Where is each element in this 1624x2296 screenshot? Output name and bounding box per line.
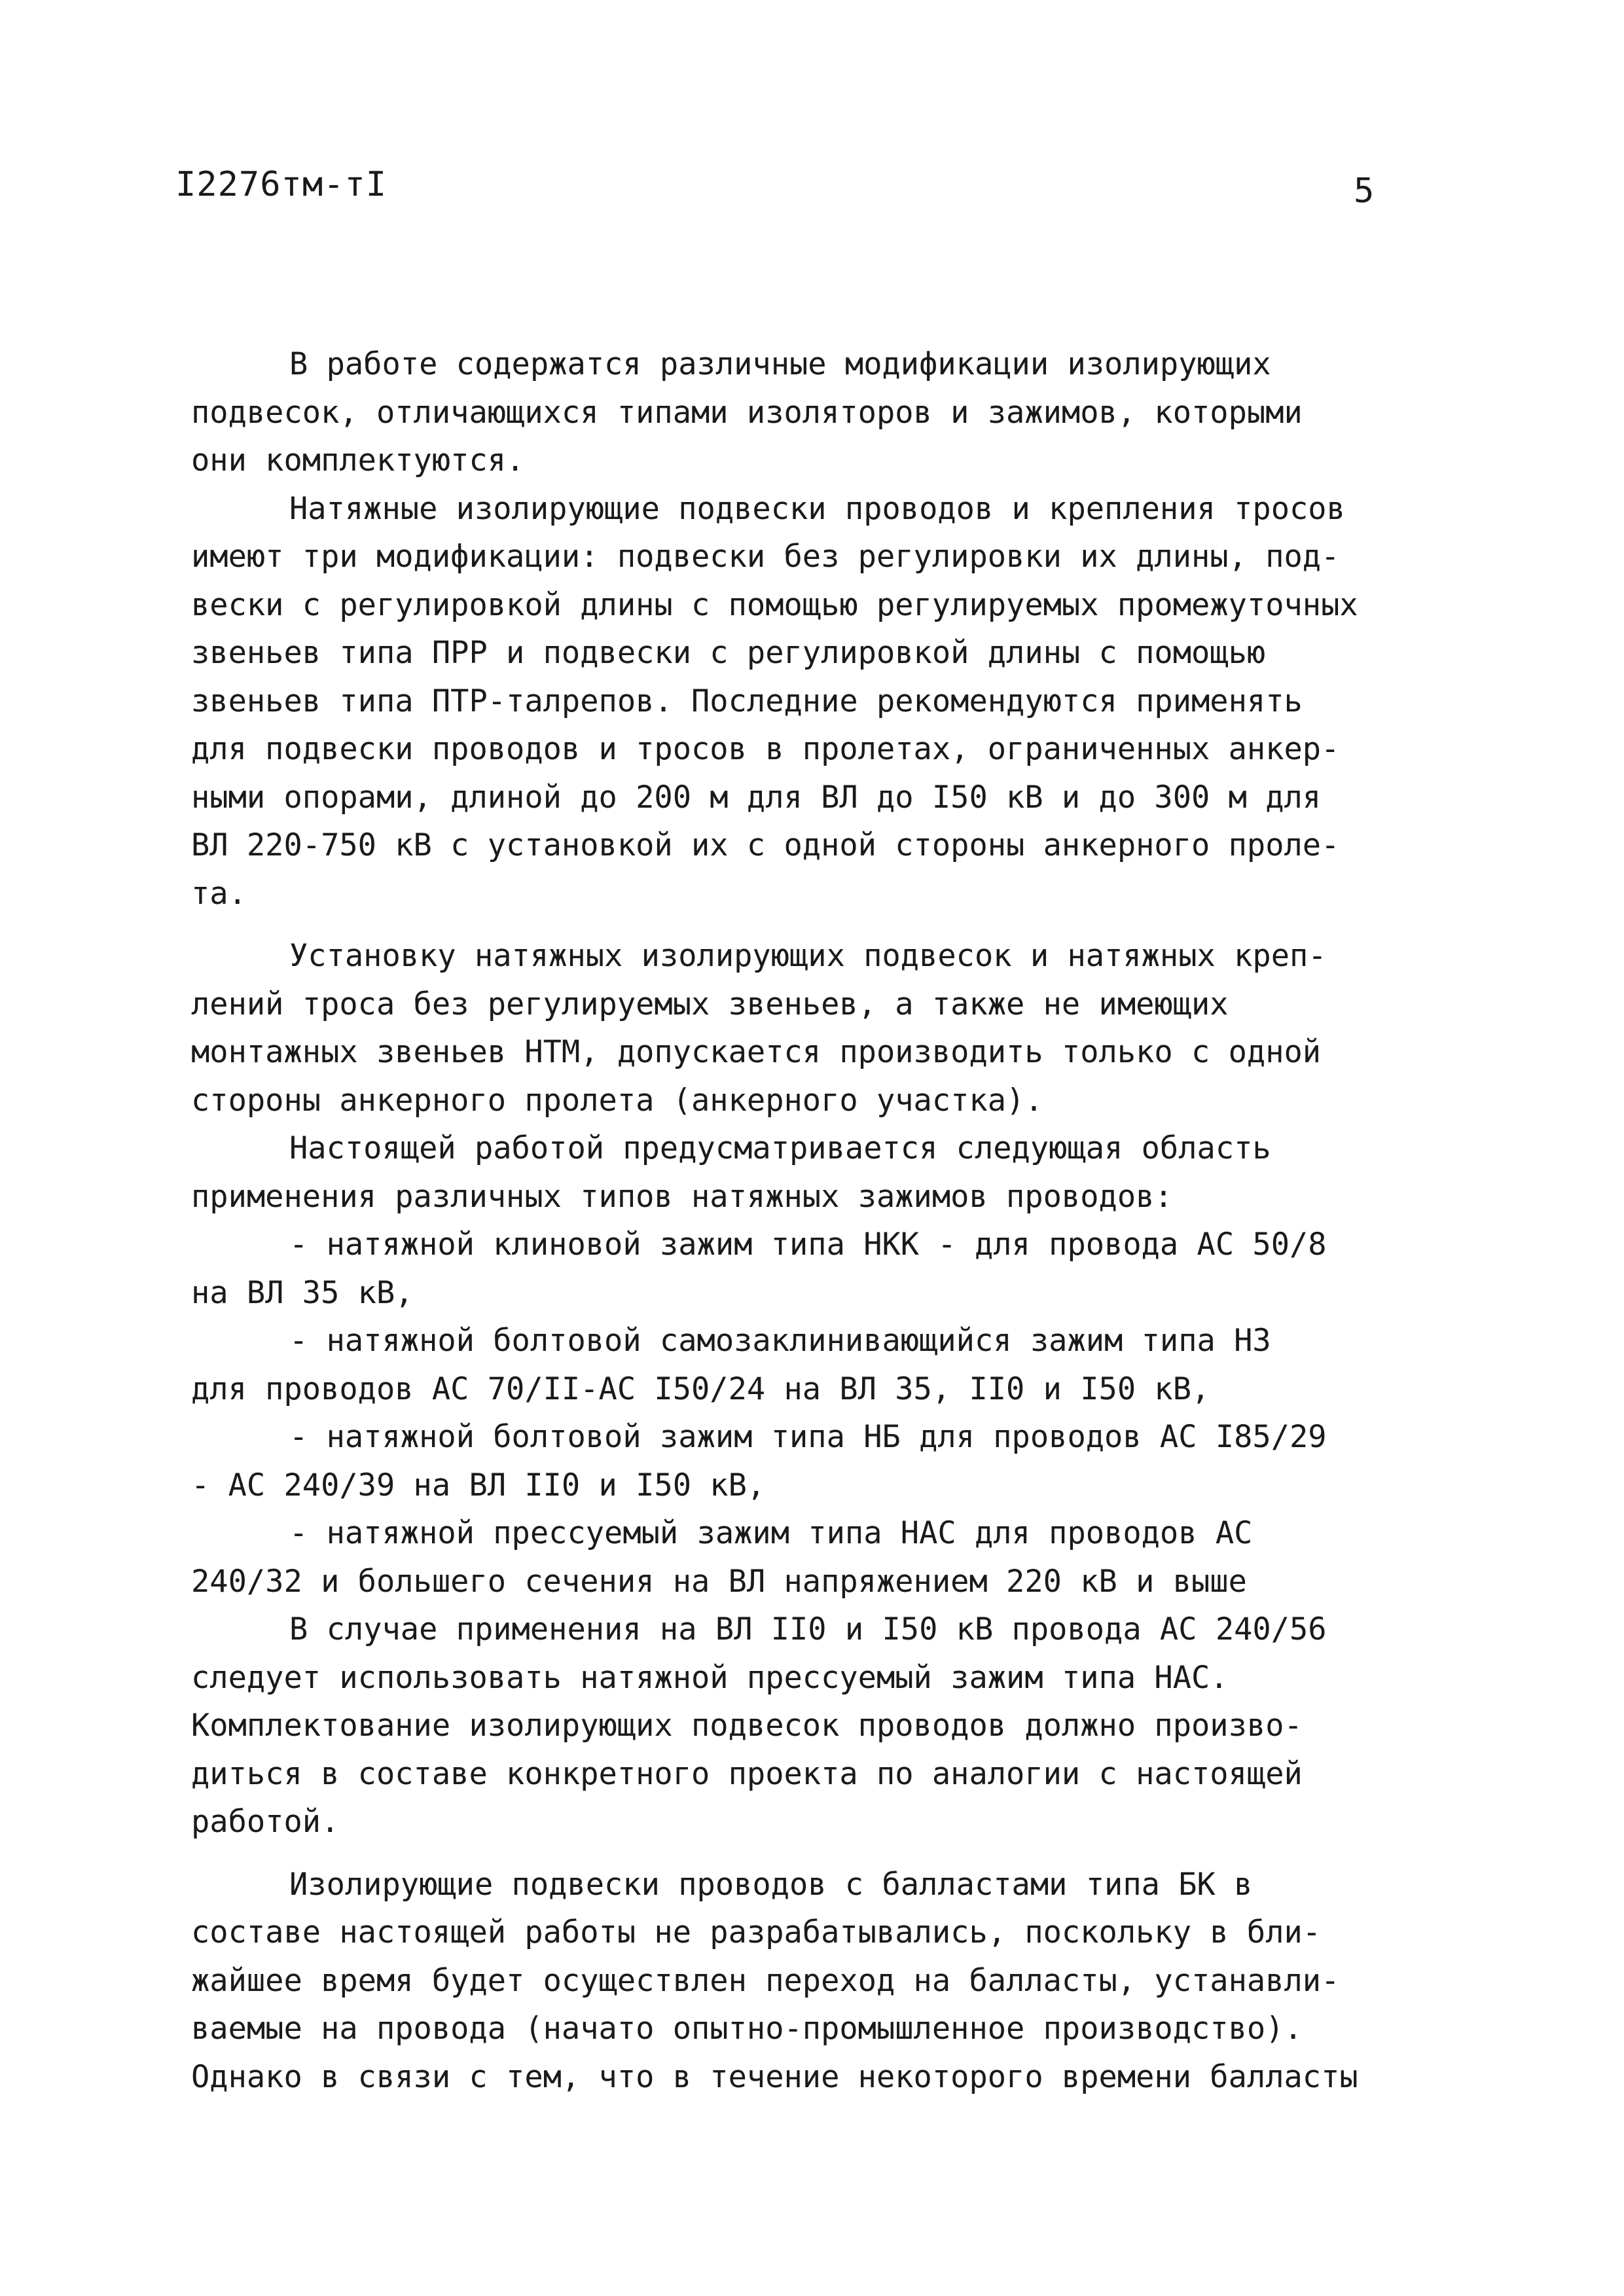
text-line: - натяжной клиновой зажим типа НКК - для провода АС 50/8 <box>289 1227 1327 1263</box>
text-line: Однако в связи с тем, что в течение некоторого времени балласты <box>191 2058 1358 2095</box>
text-line: следует использовать натяжной прессуемый зажим типа НАС. <box>191 1659 1229 1696</box>
text-line: Настоящей работой предусматривается следующая область <box>289 1130 1271 1166</box>
text-line: 240/32 и большего сечения на ВЛ напряжением 220 кВ и выше <box>191 1563 1247 1600</box>
text-line: лений троса без регулируемых звеньев, а также не имеющих <box>191 986 1229 1022</box>
text-line: ВЛ 220-750 кВ с установкой их с одной стороны анкерного проле- <box>191 827 1340 863</box>
text-line: - АС 240/39 на ВЛ II0 и I50 кВ, <box>191 1467 766 1503</box>
text-line: Изолирующие подвески проводов с балластами типа БК в <box>289 1866 1253 1903</box>
text-line: диться в составе конкретного проекта по аналогии с настоящей <box>191 1755 1303 1792</box>
body-text <box>191 340 1474 2101</box>
text-line: В случае применения на ВЛ II0 и I50 кВ провода АС 240/56 <box>289 1611 1327 1647</box>
document-code: I2276тм-тI <box>175 165 388 204</box>
text-line: - натяжной болтовой самозаклинивающийся зажим типа НЗ <box>289 1323 1271 1359</box>
text-line: на ВЛ 35 кВ, <box>191 1274 414 1311</box>
text-line: вески с регулировкой длины с помощью регулируемых промежуточных <box>191 586 1358 623</box>
text-line: ваемые на провода (начато опытно-промышленное производство). <box>191 2011 1303 2047</box>
text-line: Комплектование изолирующих подвесок проводов должно произво- <box>191 1708 1303 1744</box>
text-line: та. <box>191 875 247 912</box>
text-line: для проводов АС 70/II-АС I50/24 на ВЛ 35, II0 и I50 кВ, <box>191 1371 1210 1407</box>
text-line: применения различных типов натяжных зажимов проводов: <box>191 1178 1173 1215</box>
text-line: Натяжные изолирующие подвески проводов и крепления тросов <box>289 490 1345 527</box>
text-line: Установку натяжных изолирующих подвесок и натяжных креп- <box>289 938 1327 974</box>
text-line: работой. <box>191 1804 340 1840</box>
text-line: имеют три модификации: подвески без регулировки их длины, под- <box>191 539 1340 575</box>
text-line: В работе содержатся различные модификации изолирующих <box>289 346 1271 382</box>
text-line: - натяжной болтовой зажим типа НБ для проводов АС I85/29 <box>289 1419 1327 1455</box>
text-line: жайшее время будет осуществлен переход на балласты, устанавли- <box>191 1962 1340 1999</box>
text-line: составе настоящей работы не разрабатывались, поскольку в бли- <box>191 1914 1322 1950</box>
text-line: звеньев типа ПТР-талрепов. Последние рекомендуются применять <box>191 683 1303 719</box>
page-number: 5 <box>1354 171 1375 211</box>
text-line: ными опорами, длиной до 200 м для ВЛ до I50 кВ и до 300 м для <box>191 779 1322 816</box>
text-line: звеньев типа ПРР и подвески с регулировкой длины с помощью <box>191 635 1266 671</box>
text-line: подвесок, отличающихся типами изоляторов и зажимов, которыми <box>191 394 1303 431</box>
text-line: монтажных звеньев НТМ, допускается производить только с одной <box>191 1034 1322 1070</box>
text-line: для подвески проводов и тросов в пролетах, ограниченных анкер- <box>191 731 1340 767</box>
text-line: они комплектуются. <box>191 442 525 478</box>
text-line: - натяжной прессуемый зажим типа НАС для проводов АС <box>289 1515 1253 1551</box>
text-line: стороны анкерного пролета (анкерного участка). <box>191 1082 1043 1119</box>
